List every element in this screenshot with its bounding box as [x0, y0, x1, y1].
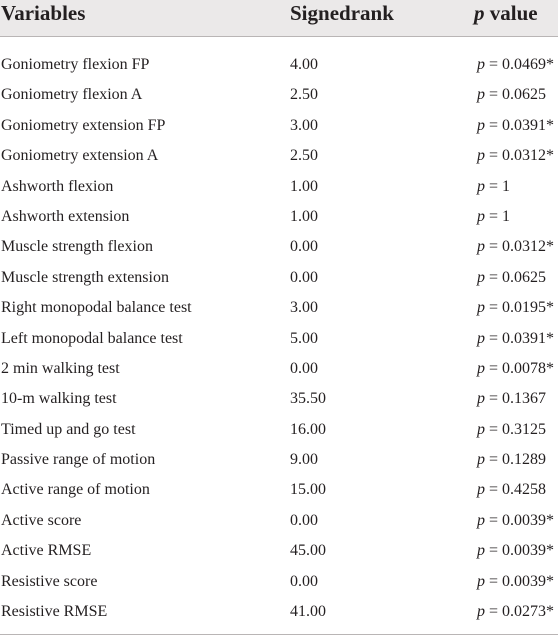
table-row: [0, 536, 558, 566]
table-row: [0, 415, 558, 445]
header-p-value: [474, 0, 538, 36]
p-value-text: = 0.1367: [485, 390, 547, 408]
p-letter: p: [477, 481, 485, 499]
variable-cell: Goniometry flexion FP: [1, 56, 150, 73]
table-body: [0, 50, 558, 627]
p-value-cell: [477, 445, 546, 475]
variable-cell: Right monopodal balance test: [1, 299, 192, 317]
variable-cell: Active range of motion: [1, 481, 150, 499]
p-value-cell: [477, 50, 554, 80]
p-value-text: = 0.0039*: [485, 542, 555, 560]
variable-cell: Resistive RMSE: [1, 603, 108, 621]
p-letter: p: [477, 420, 485, 438]
signedrank-cell: 15.00: [290, 481, 326, 499]
variable-cell: Goniometry extension FP: [1, 116, 166, 134]
p-letter: p: [477, 86, 485, 104]
table-bottom-rule: [0, 634, 558, 635]
table-row: [0, 567, 558, 597]
table-row: [0, 50, 558, 80]
p-letter: p: [477, 299, 485, 317]
variable-cell: Left monopodal balance test: [1, 329, 183, 347]
p-value-cell: [477, 293, 554, 323]
variable-cell: 10-m walking test: [1, 390, 117, 408]
p-value-cell: [477, 141, 554, 171]
p-value-text: = 0.0039*: [485, 511, 555, 529]
signedrank-cell: 9.00: [290, 451, 318, 469]
p-value-cell: [477, 80, 546, 110]
signedrank-cell: 16.00: [290, 420, 326, 438]
variable-cell: 2 min walking test: [1, 359, 120, 377]
variable-cell: Muscle strength extension: [1, 268, 169, 286]
p-letter: p: [477, 177, 485, 195]
table-row: [0, 202, 558, 232]
variable-cell: Ashworth extension: [1, 207, 130, 225]
p-letter: p: [477, 268, 485, 286]
signedrank-cell: 4.00: [290, 56, 318, 73]
variable-cell: Goniometry flexion A: [1, 86, 143, 104]
p-value-cell: [477, 415, 546, 445]
p-value-cell: [477, 202, 510, 232]
table-row: [0, 445, 558, 475]
table-row: [0, 141, 558, 171]
signedrank-cell: 45.00: [290, 542, 326, 560]
p-value-cell: [477, 384, 546, 414]
p-letter: p: [477, 572, 485, 590]
p-value-text: = 0.0391*: [485, 116, 555, 134]
p-value-text: = 1: [485, 177, 511, 195]
signedrank-cell: 0.00: [290, 511, 318, 529]
p-value-cell: [477, 597, 554, 627]
p-value-text: = 0.0273*: [485, 603, 555, 621]
signedrank-cell: 0.00: [290, 359, 318, 377]
p-value-text: = 0.0391*: [485, 329, 555, 347]
p-value-text: = 0.0469*: [485, 56, 555, 73]
header-variables: Variables: [1, 1, 86, 25]
p-letter: p: [477, 390, 485, 408]
signedrank-cell: 0.00: [290, 268, 318, 286]
signedrank-cell: 41.00: [290, 603, 326, 621]
p-letter: p: [477, 451, 485, 469]
p-value-text: = 0.3125: [485, 420, 547, 438]
p-letter: p: [477, 207, 485, 225]
p-letter: p: [477, 147, 485, 165]
p-value-text: = 1: [485, 207, 511, 225]
p-value-text: = 0.0625: [485, 268, 547, 286]
p-letter: p: [477, 238, 485, 256]
signedrank-cell: 2.50: [290, 147, 318, 165]
table-row: [0, 232, 558, 262]
variable-cell: Active score: [1, 511, 82, 529]
variable-cell: Ashworth flexion: [1, 177, 114, 195]
p-value-text: = 0.0195*: [485, 299, 555, 317]
p-letter: p: [477, 359, 485, 377]
signedrank-cell: 3.00: [290, 116, 318, 134]
table-row: [0, 111, 558, 141]
table-row: [0, 324, 558, 354]
p-letter: p: [477, 116, 485, 134]
p-value-text: = 0.1289: [485, 451, 547, 469]
header-p-letter: p: [474, 1, 485, 25]
p-value-cell: [477, 506, 554, 536]
p-value-cell: [477, 232, 554, 262]
p-letter: p: [477, 329, 485, 347]
table-row: [0, 293, 558, 323]
table-row: [0, 475, 558, 505]
p-letter: p: [477, 511, 485, 529]
p-value-text: = 0.0625: [485, 86, 547, 104]
p-value-cell: [477, 324, 554, 354]
p-value-cell: [477, 567, 554, 597]
signedrank-cell: 0.00: [290, 238, 318, 256]
signedrank-cell: 1.00: [290, 207, 318, 225]
p-value-cell: [477, 263, 546, 293]
signedrank-cell: 5.00: [290, 329, 318, 347]
p-value-cell: [477, 354, 554, 384]
signedrank-cell: 3.00: [290, 299, 318, 317]
table-row: [0, 597, 558, 627]
variable-cell: Passive range of motion: [1, 451, 156, 469]
signedrank-cell: 1.00: [290, 177, 318, 195]
p-value-text: = 0.0039*: [485, 572, 555, 590]
signedrank-cell: 35.50: [290, 390, 326, 408]
p-value-cell: [477, 475, 546, 505]
p-value-cell: [477, 536, 554, 566]
table-row: [0, 172, 558, 202]
variable-cell: Active RMSE: [1, 542, 92, 560]
table-row: [0, 80, 558, 110]
p-value-text: = 0.0078*: [485, 359, 555, 377]
p-value-text: = 0.4258: [485, 481, 547, 499]
p-value-text: = 0.0312*: [485, 238, 555, 256]
p-letter: p: [477, 603, 485, 621]
p-letter: p: [477, 542, 485, 560]
p-value-cell: [477, 172, 510, 202]
p-letter: p: [477, 56, 485, 73]
table-row: [0, 354, 558, 384]
table-row: [0, 263, 558, 293]
variable-cell: Timed up and go test: [1, 420, 136, 438]
variable-cell: Goniometry extension A: [1, 147, 159, 165]
signedrank-cell: 0.00: [290, 572, 318, 590]
table-row: [0, 506, 558, 536]
p-value-cell: [477, 111, 554, 141]
variable-cell: Resistive score: [1, 572, 98, 590]
p-value-text: = 0.0312*: [485, 147, 555, 165]
variable-cell: Muscle strength flexion: [1, 238, 153, 256]
signedrank-cell: 2.50: [290, 86, 318, 104]
table-header-row: [0, 0, 558, 37]
header-p-suffix: value: [484, 1, 538, 25]
header-signedrank: Signedrank: [290, 1, 394, 25]
table-row: [0, 384, 558, 414]
